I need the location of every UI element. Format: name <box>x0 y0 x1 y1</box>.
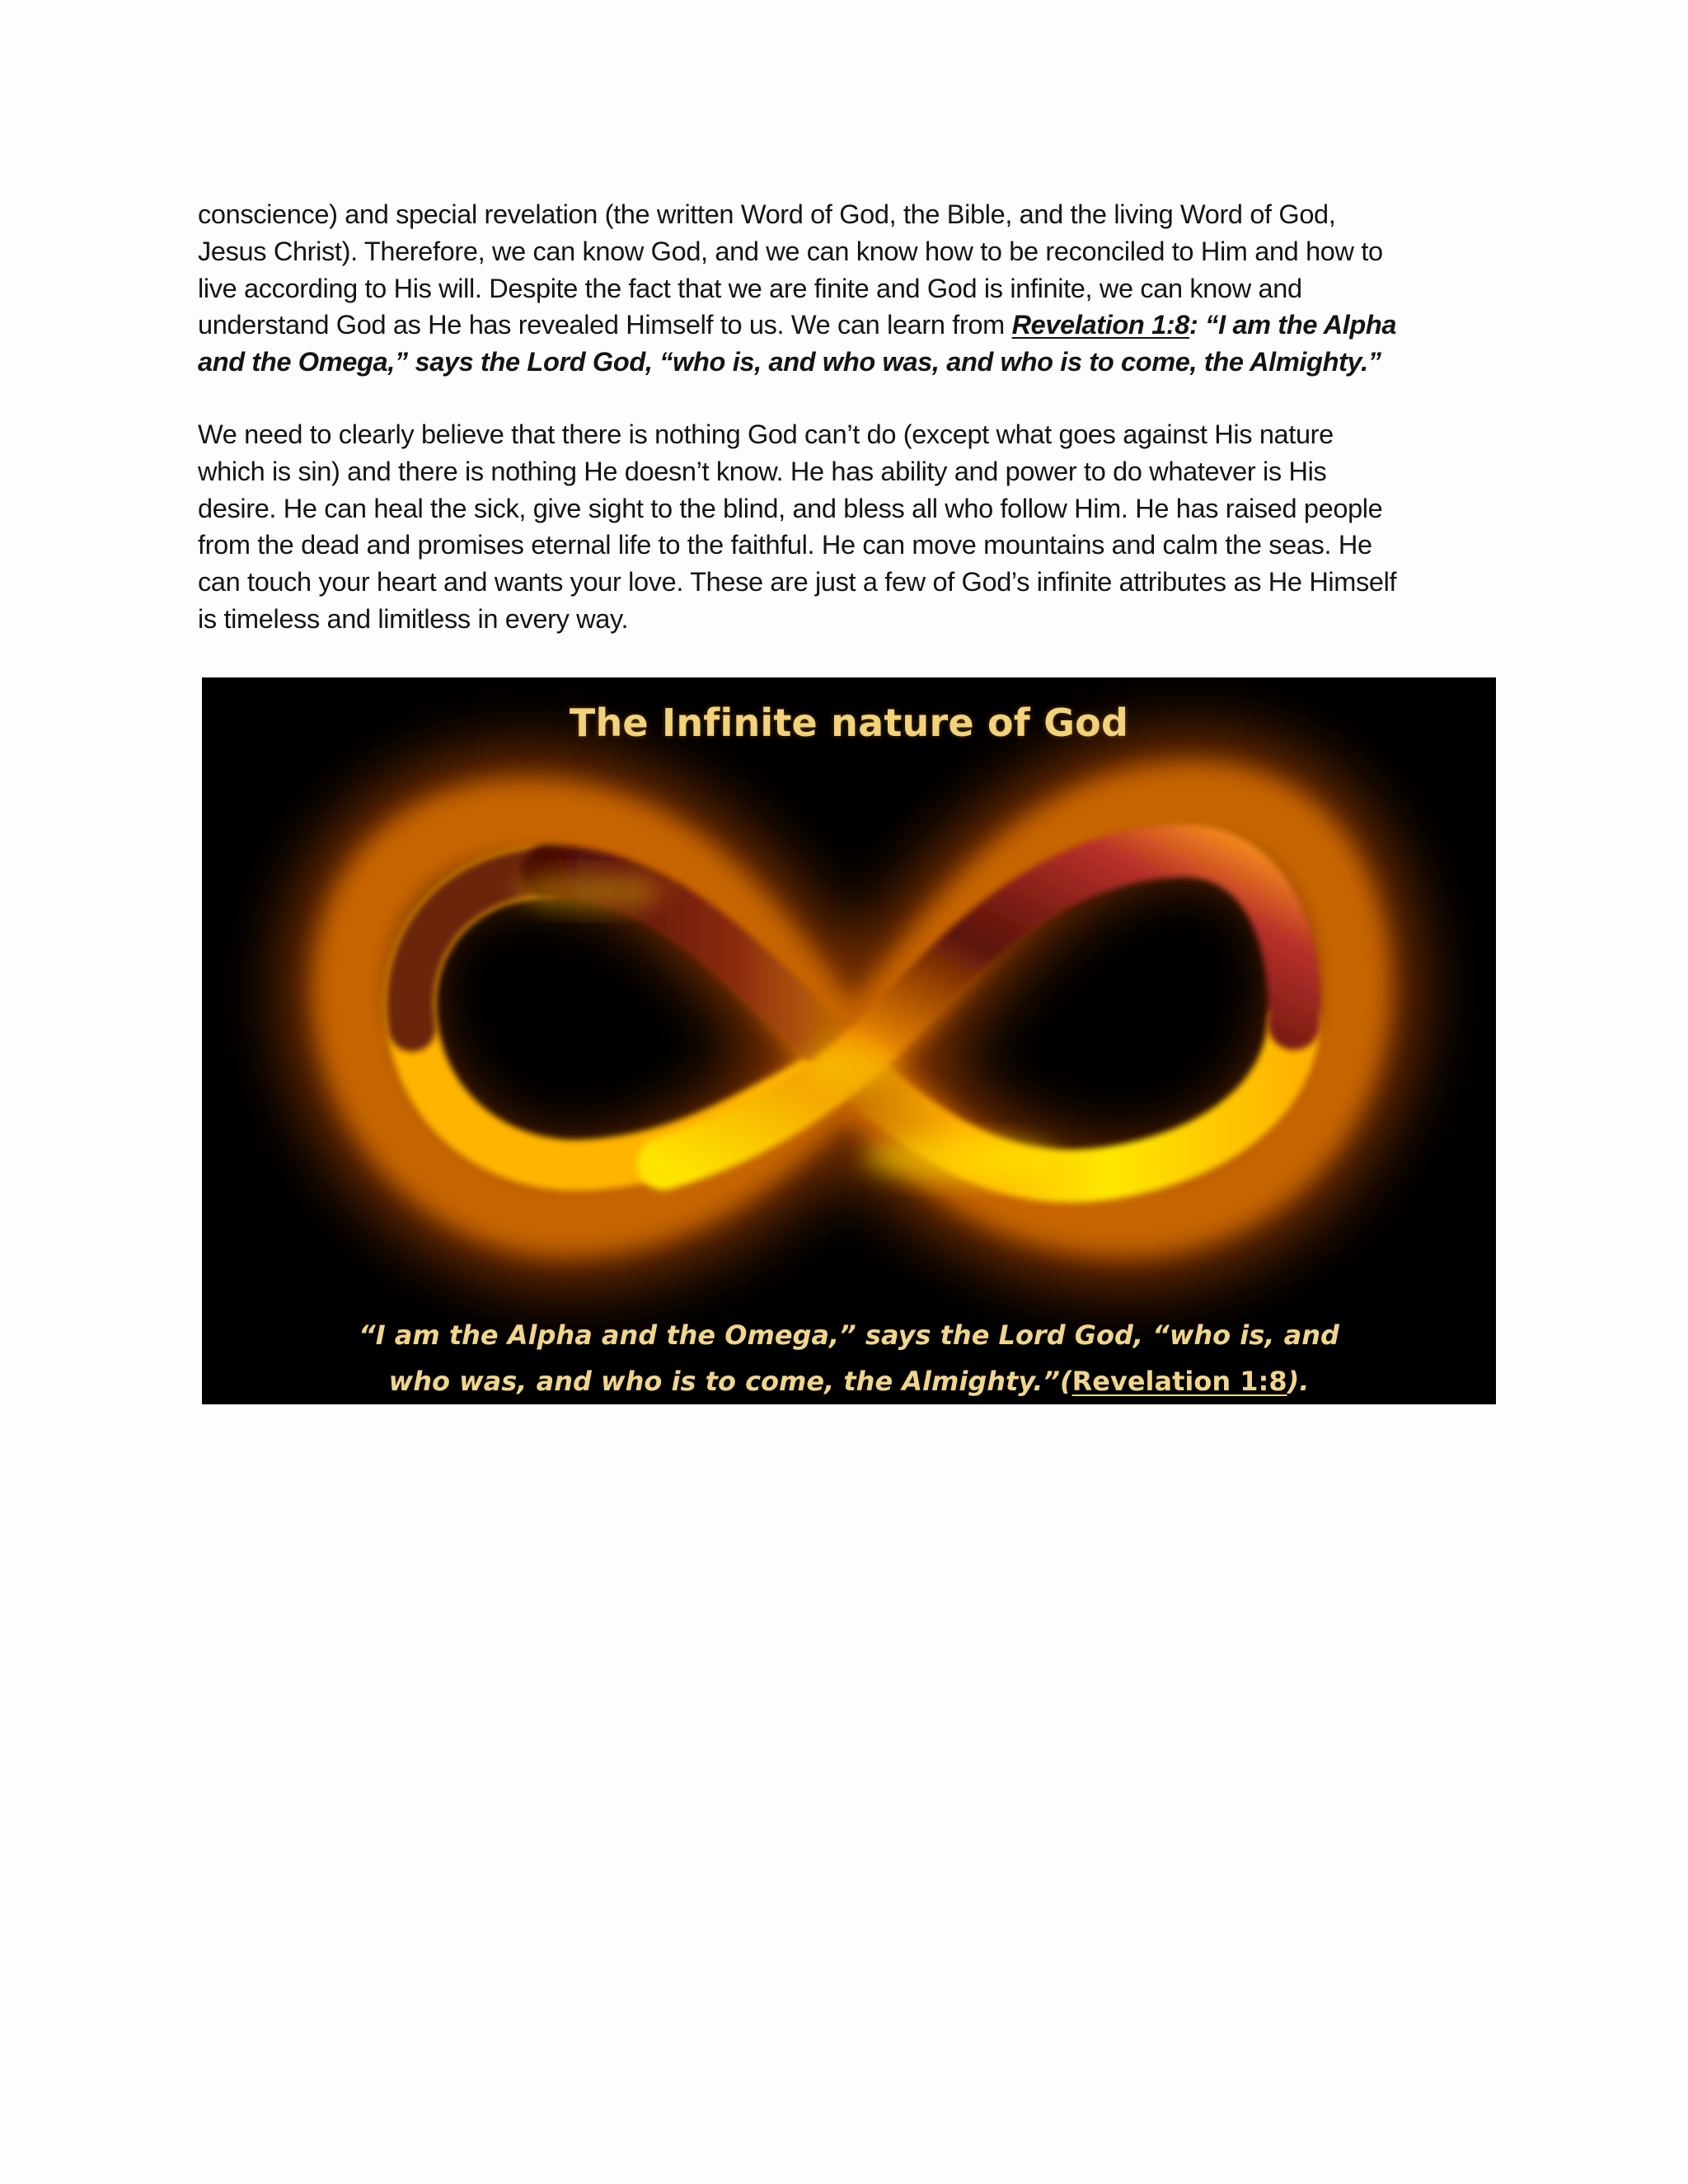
paragraph-line: is timeless and limitless in every way. <box>198 603 629 634</box>
paragraph-line: from the dead and promises eternal life to the faithful. He can move mountains and calm the seas. He <box>198 530 1372 560</box>
paragraph-line: can touch your heart and wants your love. These are just a few of God’s infinite attributes as He Himself <box>198 567 1397 598</box>
line-prefix: understand God as He has revealed Himself to us. We can learn from <box>198 310 1012 340</box>
figure-title: The Infinite nature of God <box>569 701 1129 745</box>
paragraph-attributes <box>198 416 1500 638</box>
scripture-quote: and the Omega,” says the Lord God, “who is, and who was, and who is to come, the Almighty.” <box>198 347 1381 377</box>
caption-line: “I am the Alpha and the Omega,” says the Lord God, “who is, and <box>359 1319 1339 1351</box>
figure-caption <box>202 1312 1496 1404</box>
paragraph-line: We need to clearly believe that there is nothing God can’t do (except what goes against His nature <box>198 419 1334 449</box>
paragraph-line: desire. He can heal the sick, give sight to the blind, and bless all who follow Him. He has raised people <box>198 493 1383 523</box>
paragraph-line: live according to His will. Despite the fact that we are finite and God is infinite, we can know and <box>198 273 1302 303</box>
infinity-illustration <box>202 677 1496 1404</box>
caption-suffix: ). <box>1287 1366 1310 1397</box>
caption-reference-link[interactable]: Revelation 1:8 <box>1071 1366 1287 1397</box>
quote-start: : “I am the Alpha <box>1189 310 1397 340</box>
paragraph-line: conscience) and special revelation (the written Word of God, the Bible, and the living Word of God, <box>198 199 1336 229</box>
caption-line <box>202 1358 1496 1404</box>
infinity-icon <box>202 677 1496 1404</box>
caption-prefix: who was, and who is to come, the Almighty.”( <box>388 1366 1072 1397</box>
paragraph-line: Jesus Christ). Therefore, we can know God, and we can know how to be reconciled to Him and how to <box>198 236 1383 266</box>
paragraph-line: which is sin) and there is nothing He doesn’t know. He has ability and power to do whatever is His <box>198 456 1327 486</box>
paragraph-line-with-reference <box>198 307 1500 344</box>
paragraph-revelation <box>198 196 1500 381</box>
scripture-reference-link[interactable]: Revelation 1:8 <box>1011 310 1190 340</box>
